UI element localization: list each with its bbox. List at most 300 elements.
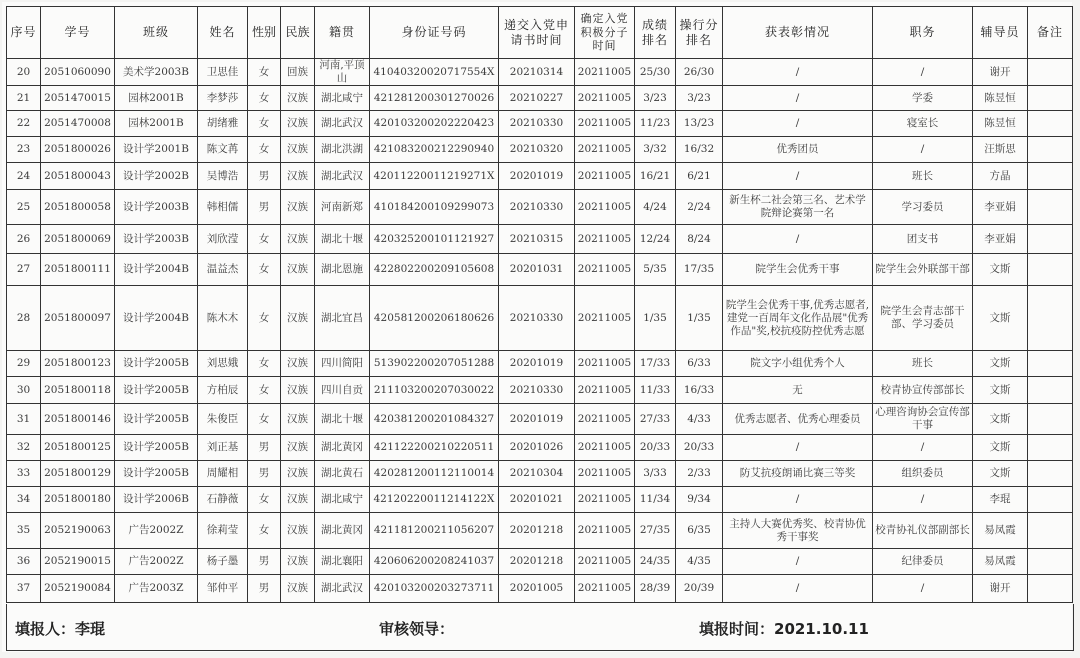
hometown-cell: 湖北武汉 — [315, 163, 370, 190]
activist-date-cell: 20211005 — [575, 190, 635, 225]
table-row — [7, 86, 1073, 111]
conduct-rank-cell: 6/35 — [676, 513, 723, 549]
seq-cell: 35 — [7, 513, 41, 549]
student-id-cell: 2051800097 — [41, 286, 115, 351]
conduct-rank-cell: 8/24 — [676, 225, 723, 254]
name-cell: 石静薇 — [198, 487, 248, 513]
gender-cell: 女 — [248, 404, 281, 435]
id-number-cell: 420581200206180626 — [370, 286, 499, 351]
id-number-cell: 211103200207030022 — [370, 377, 499, 404]
application-date-cell: 20210320 — [499, 137, 575, 163]
counselor-cell: 文斯 — [973, 286, 1028, 351]
id-number-cell: 42120220011214122X — [370, 487, 499, 513]
gender-cell: 女 — [248, 513, 281, 549]
id-number-cell: 421281200301270026 — [370, 86, 499, 111]
header-application-date: 递交入党申请书时间 — [499, 7, 575, 59]
remarks-cell — [1028, 487, 1073, 513]
hometown-cell: 湖北武汉 — [315, 575, 370, 603]
position-cell: 班长 — [873, 351, 973, 377]
awards-cell: 新生杯二社会第三名、艺术学院辩论赛第一名 — [723, 190, 873, 225]
awards-cell: / — [723, 575, 873, 603]
id-number-cell: 42011220011219271X — [370, 163, 499, 190]
grade-rank-cell: 5/35 — [635, 254, 676, 286]
seq-cell: 26 — [7, 225, 41, 254]
header-gender: 性别 — [248, 7, 281, 59]
hometown-cell: 河南,平顶山 — [315, 59, 370, 86]
header-activist-date: 确定入党积极分子时间 — [575, 7, 635, 59]
activist-date-cell: 20211005 — [575, 137, 635, 163]
position-cell: 校青协宣传部部长 — [873, 377, 973, 404]
activist-date-cell: 20211005 — [575, 163, 635, 190]
position-cell: / — [873, 435, 973, 461]
application-date-cell: 20210330 — [499, 286, 575, 351]
application-date-cell: 20201218 — [499, 513, 575, 549]
class-cell: 园林2001B — [115, 86, 198, 111]
remarks-cell — [1028, 513, 1073, 549]
name-cell: 陈文苒 — [198, 137, 248, 163]
id-number-cell: 421181200211056207 — [370, 513, 499, 549]
student-id-cell: 2051800111 — [41, 254, 115, 286]
seq-cell: 24 — [7, 163, 41, 190]
student-id-cell: 2051060090 — [41, 59, 115, 86]
reporter-label: 填报人：李琨 — [15, 620, 106, 638]
name-cell: 刘思娥 — [198, 351, 248, 377]
position-cell: 纪律委员 — [873, 549, 973, 575]
gender-cell: 女 — [248, 225, 281, 254]
hometown-cell: 河南新郑 — [315, 190, 370, 225]
id-number-cell: 41040320020717554X — [370, 59, 499, 86]
student-id-cell: 2052190015 — [41, 549, 115, 575]
id-number-cell: 420325200101121927 — [370, 225, 499, 254]
awards-cell: 院文字小组优秀个人 — [723, 351, 873, 377]
ethnicity-cell: 汉族 — [281, 225, 315, 254]
ethnicity-cell: 汉族 — [281, 549, 315, 575]
id-number-cell: 422802200209105608 — [370, 254, 499, 286]
position-cell: 学委 — [873, 86, 973, 111]
id-number-cell: 410184200109299073 — [370, 190, 499, 225]
counselor-cell: 陈昱恒 — [973, 111, 1028, 137]
table-row — [7, 286, 1073, 351]
name-cell: 朱俊臣 — [198, 404, 248, 435]
awards-cell: / — [723, 487, 873, 513]
remarks-cell — [1028, 435, 1073, 461]
awards-cell: 优秀志愿者、优秀心理委员 — [723, 404, 873, 435]
grade-rank-cell: 11/34 — [635, 487, 676, 513]
grade-rank-cell: 3/33 — [635, 461, 676, 487]
position-cell: 组织委员 — [873, 461, 973, 487]
activist-date-cell: 20211005 — [575, 435, 635, 461]
remarks-cell — [1028, 549, 1073, 575]
name-cell: 周耀相 — [198, 461, 248, 487]
position-cell: 团支书 — [873, 225, 973, 254]
name-cell: 陈木木 — [198, 286, 248, 351]
awards-cell: / — [723, 86, 873, 111]
remarks-cell — [1028, 377, 1073, 404]
name-cell: 胡绪雅 — [198, 111, 248, 137]
conduct-rank-cell: 17/35 — [676, 254, 723, 286]
header-class: 班级 — [115, 7, 198, 59]
name-cell: 徐莉莹 — [198, 513, 248, 549]
class-cell: 设计学2001B — [115, 137, 198, 163]
gender-cell: 男 — [248, 549, 281, 575]
remarks-cell — [1028, 137, 1073, 163]
gender-cell: 女 — [248, 254, 281, 286]
student-id-cell: 2051470015 — [41, 86, 115, 111]
gender-cell: 女 — [248, 111, 281, 137]
ethnicity-cell: 汉族 — [281, 513, 315, 549]
table-row — [7, 351, 1073, 377]
gender-cell: 男 — [248, 575, 281, 603]
grade-rank-cell: 1/35 — [635, 286, 676, 351]
counselor-cell: 汪斯思 — [973, 137, 1028, 163]
remarks-cell — [1028, 111, 1073, 137]
class-cell: 设计学2005B — [115, 461, 198, 487]
activist-date-cell: 20211005 — [575, 404, 635, 435]
activist-date-cell: 20211005 — [575, 461, 635, 487]
gender-cell: 女 — [248, 377, 281, 404]
application-date-cell: 20201019 — [499, 163, 575, 190]
name-cell: 方柏辰 — [198, 377, 248, 404]
gender-cell: 女 — [248, 59, 281, 86]
id-number-cell: 420281200112110014 — [370, 461, 499, 487]
gender-cell: 男 — [248, 190, 281, 225]
grade-rank-cell: 17/33 — [635, 351, 676, 377]
ethnicity-cell: 汉族 — [281, 190, 315, 225]
ethnicity-cell: 汉族 — [281, 137, 315, 163]
ethnicity-cell: 汉族 — [281, 254, 315, 286]
student-id-cell: 2051470008 — [41, 111, 115, 137]
seq-cell: 27 — [7, 254, 41, 286]
remarks-cell — [1028, 86, 1073, 111]
ethnicity-cell: 汉族 — [281, 461, 315, 487]
application-date-cell: 20210330 — [499, 111, 575, 137]
conduct-rank-cell: 20/39 — [676, 575, 723, 603]
header-student-id: 学号 — [41, 7, 115, 59]
student-id-cell: 2051800043 — [41, 163, 115, 190]
seq-cell: 20 — [7, 59, 41, 86]
name-cell: 刘正基 — [198, 435, 248, 461]
table-row — [7, 225, 1073, 254]
awards-cell: / — [723, 435, 873, 461]
id-number-cell: 420606200208241037 — [370, 549, 499, 575]
counselor-cell: 陈昱恒 — [973, 86, 1028, 111]
activist-date-cell: 20211005 — [575, 286, 635, 351]
student-id-cell: 2052190063 — [41, 513, 115, 549]
counselor-cell: 方晶 — [973, 163, 1028, 190]
seq-cell: 36 — [7, 549, 41, 575]
table-row — [7, 137, 1073, 163]
student-id-cell: 2051800026 — [41, 137, 115, 163]
position-cell: 院学生会青志部干部、学习委员 — [873, 286, 973, 351]
ethnicity-cell: 汉族 — [281, 487, 315, 513]
seq-cell: 32 — [7, 435, 41, 461]
remarks-cell — [1028, 404, 1073, 435]
activist-date-cell: 20211005 — [575, 86, 635, 111]
id-number-cell: 420103200203273711 — [370, 575, 499, 603]
remarks-cell — [1028, 575, 1073, 603]
awards-cell: / — [723, 163, 873, 190]
student-id-cell: 2052190084 — [41, 575, 115, 603]
counselor-cell: 文斯 — [973, 351, 1028, 377]
table-row — [7, 190, 1073, 225]
hometown-cell: 四川简阳 — [315, 351, 370, 377]
hometown-cell: 四川自贡 — [315, 377, 370, 404]
grade-rank-cell: 25/30 — [635, 59, 676, 86]
activist-date-cell: 20211005 — [575, 377, 635, 404]
hometown-cell: 湖北恩施 — [315, 254, 370, 286]
application-date-cell: 20201019 — [499, 404, 575, 435]
awards-cell: 院学生会优秀干事,优秀志愿者,建党一百周年文化作品展"优秀作品"奖,校抗疫防控优秀志愿 — [723, 286, 873, 351]
grade-rank-cell: 4/24 — [635, 190, 676, 225]
class-cell: 设计学2003B — [115, 190, 198, 225]
conduct-rank-cell: 6/21 — [676, 163, 723, 190]
awards-cell: 优秀团员 — [723, 137, 873, 163]
ethnicity-cell: 汉族 — [281, 377, 315, 404]
conduct-rank-cell: 26/30 — [676, 59, 723, 86]
class-cell: 设计学2005B — [115, 404, 198, 435]
reviewer-label: 审核领导： — [379, 620, 455, 638]
awards-cell: 防艾抗疫朗诵比赛三等奖 — [723, 461, 873, 487]
hometown-cell: 湖北洪湖 — [315, 137, 370, 163]
ethnicity-cell: 汉族 — [281, 575, 315, 603]
remarks-cell — [1028, 461, 1073, 487]
application-date-cell: 20201019 — [499, 351, 575, 377]
remarks-cell — [1028, 59, 1073, 86]
header-seq: 序号 — [7, 7, 41, 59]
counselor-cell: 文斯 — [973, 404, 1028, 435]
header-hometown: 籍贯 — [315, 7, 370, 59]
counselor-cell: 谢开 — [973, 59, 1028, 86]
activist-date-cell: 20211005 — [575, 487, 635, 513]
student-id-cell: 2051800118 — [41, 377, 115, 404]
position-cell: 校青协礼仪部副部长 — [873, 513, 973, 549]
conduct-rank-cell: 20/33 — [676, 435, 723, 461]
grade-rank-cell: 27/35 — [635, 513, 676, 549]
position-cell: 心理咨询协会宣传部干事 — [873, 404, 973, 435]
class-cell: 设计学2002B — [115, 163, 198, 190]
conduct-rank-cell: 16/33 — [676, 377, 723, 404]
application-date-cell: 20201031 — [499, 254, 575, 286]
seq-cell: 29 — [7, 351, 41, 377]
gender-cell: 女 — [248, 86, 281, 111]
table-row — [7, 487, 1073, 513]
position-cell: / — [873, 575, 973, 603]
class-cell: 设计学2004B — [115, 286, 198, 351]
class-cell: 园林2001B — [115, 111, 198, 137]
conduct-rank-cell: 4/33 — [676, 404, 723, 435]
hometown-cell: 湖北襄阳 — [315, 549, 370, 575]
ethnicity-cell: 回族 — [281, 59, 315, 86]
class-cell: 设计学2005B — [115, 435, 198, 461]
position-cell: 寝室长 — [873, 111, 973, 137]
grade-rank-cell: 20/33 — [635, 435, 676, 461]
conduct-rank-cell: 2/24 — [676, 190, 723, 225]
remarks-cell — [1028, 254, 1073, 286]
activist-date-cell: 20211005 — [575, 225, 635, 254]
table-row — [7, 435, 1073, 461]
student-id-cell: 2051800146 — [41, 404, 115, 435]
hometown-cell: 湖北黄冈 — [315, 513, 370, 549]
table-row — [7, 163, 1073, 190]
seq-cell: 28 — [7, 286, 41, 351]
activist-date-cell: 20211005 — [575, 513, 635, 549]
header-remarks: 备注 — [1028, 7, 1073, 59]
header-position: 职务 — [873, 7, 973, 59]
counselor-cell: 易凤霞 — [973, 513, 1028, 549]
id-number-cell: 421083200212290940 — [370, 137, 499, 163]
counselor-cell: 文斯 — [973, 435, 1028, 461]
id-number-cell: 420381200201084327 — [370, 404, 499, 435]
hometown-cell: 湖北武汉 — [315, 111, 370, 137]
ethnicity-cell: 汉族 — [281, 435, 315, 461]
class-cell: 广告2002Z — [115, 513, 198, 549]
position-cell: 院学生会外联部干部 — [873, 254, 973, 286]
awards-cell: 主持人大赛优秀奖、校青协优秀干事奖 — [723, 513, 873, 549]
ethnicity-cell: 汉族 — [281, 163, 315, 190]
hometown-cell: 湖北黄石 — [315, 461, 370, 487]
counselor-cell: 易凤霞 — [973, 549, 1028, 575]
activist-date-cell: 20211005 — [575, 59, 635, 86]
hometown-cell: 湖北咸宁 — [315, 86, 370, 111]
grade-rank-cell: 28/39 — [635, 575, 676, 603]
position-cell: 班长 — [873, 163, 973, 190]
remarks-cell — [1028, 225, 1073, 254]
class-cell: 设计学2005B — [115, 377, 198, 404]
conduct-rank-cell: 16/32 — [676, 137, 723, 163]
counselor-cell: 文斯 — [973, 254, 1028, 286]
activist-date-cell: 20211005 — [575, 575, 635, 603]
application-date-cell: 20210304 — [499, 461, 575, 487]
name-cell: 杨子墨 — [198, 549, 248, 575]
position-cell: / — [873, 59, 973, 86]
grade-rank-cell: 11/23 — [635, 111, 676, 137]
class-cell: 广告2002Z — [115, 549, 198, 575]
application-date-cell: 20201218 — [499, 549, 575, 575]
hometown-cell: 湖北十堰 — [315, 225, 370, 254]
name-cell: 李梦莎 — [198, 86, 248, 111]
awards-cell: / — [723, 549, 873, 575]
header-row — [7, 7, 1073, 59]
awards-cell: / — [723, 111, 873, 137]
id-number-cell: 513902200207051288 — [370, 351, 499, 377]
grade-rank-cell: 24/35 — [635, 549, 676, 575]
conduct-rank-cell: 6/33 — [676, 351, 723, 377]
grade-rank-cell: 12/24 — [635, 225, 676, 254]
table-row — [7, 377, 1073, 404]
conduct-rank-cell: 9/34 — [676, 487, 723, 513]
remarks-cell — [1028, 190, 1073, 225]
hometown-cell: 湖北黄冈 — [315, 435, 370, 461]
ethnicity-cell: 汉族 — [281, 351, 315, 377]
activist-date-cell: 20211005 — [575, 549, 635, 575]
conduct-rank-cell: 1/35 — [676, 286, 723, 351]
grade-rank-cell: 27/33 — [635, 404, 676, 435]
gender-cell: 男 — [248, 163, 281, 190]
counselor-cell: 李亚娟 — [973, 190, 1028, 225]
seq-cell: 37 — [7, 575, 41, 603]
application-date-cell: 20210330 — [499, 190, 575, 225]
hometown-cell: 湖北十堰 — [315, 404, 370, 435]
application-date-cell: 20210314 — [499, 59, 575, 86]
hometown-cell: 湖北咸宁 — [315, 487, 370, 513]
name-cell: 卫思佳 — [198, 59, 248, 86]
application-date-cell: 20201005 — [499, 575, 575, 603]
awards-cell: 无 — [723, 377, 873, 404]
class-cell: 设计学2004B — [115, 254, 198, 286]
conduct-rank-cell: 3/23 — [676, 86, 723, 111]
report-date-label: 填报时间：2021.10.11 — [699, 620, 869, 638]
header-awards: 获表彰情况 — [723, 7, 873, 59]
counselor-cell: 谢开 — [973, 575, 1028, 603]
table-row — [7, 513, 1073, 549]
student-id-cell: 2051800123 — [41, 351, 115, 377]
hometown-cell: 湖北宜昌 — [315, 286, 370, 351]
conduct-rank-cell: 2/33 — [676, 461, 723, 487]
counselor-cell: 文斯 — [973, 461, 1028, 487]
student-id-cell: 2051800125 — [41, 435, 115, 461]
id-number-cell: 421122200210220511 — [370, 435, 499, 461]
table-row — [7, 549, 1073, 575]
name-cell: 吴博浩 — [198, 163, 248, 190]
awards-cell: / — [723, 59, 873, 86]
gender-cell: 男 — [248, 435, 281, 461]
ethnicity-cell: 汉族 — [281, 86, 315, 111]
position-cell: 学习委员 — [873, 190, 973, 225]
header-name: 姓名 — [198, 7, 248, 59]
student-id-cell: 2051800069 — [41, 225, 115, 254]
ethnicity-cell: 汉族 — [281, 404, 315, 435]
activist-roster-table — [6, 6, 1073, 603]
id-number-cell: 420103200202220423 — [370, 111, 499, 137]
class-cell: 广告2003Z — [115, 575, 198, 603]
table-row — [7, 575, 1073, 603]
counselor-cell: 李琨 — [973, 487, 1028, 513]
grade-rank-cell: 3/23 — [635, 86, 676, 111]
position-cell: / — [873, 487, 973, 513]
name-cell: 韩相儒 — [198, 190, 248, 225]
gender-cell: 女 — [248, 137, 281, 163]
name-cell: 邹仲平 — [198, 575, 248, 603]
gender-cell: 女 — [248, 286, 281, 351]
student-id-cell: 2051800180 — [41, 487, 115, 513]
remarks-cell — [1028, 286, 1073, 351]
counselor-cell: 李亚娟 — [973, 225, 1028, 254]
awards-cell: / — [723, 225, 873, 254]
header-id-number: 身份证号码 — [370, 7, 499, 59]
gender-cell: 女 — [248, 487, 281, 513]
remarks-cell — [1028, 351, 1073, 377]
seq-cell: 33 — [7, 461, 41, 487]
activist-date-cell: 20211005 — [575, 111, 635, 137]
class-cell: 设计学2005B — [115, 351, 198, 377]
ethnicity-cell: 汉族 — [281, 111, 315, 137]
awards-cell: 院学生会优秀干事 — [723, 254, 873, 286]
student-id-cell: 2051800129 — [41, 461, 115, 487]
activist-date-cell: 20211005 — [575, 351, 635, 377]
application-date-cell: 20210227 — [499, 86, 575, 111]
table-row — [7, 461, 1073, 487]
seq-cell: 30 — [7, 377, 41, 404]
gender-cell: 男 — [248, 461, 281, 487]
gender-cell: 女 — [248, 351, 281, 377]
header-counselor: 辅导员 — [973, 7, 1028, 59]
name-cell: 温益杰 — [198, 254, 248, 286]
table-row — [7, 59, 1073, 86]
header-ethnicity: 民族 — [281, 7, 315, 59]
remarks-cell — [1028, 163, 1073, 190]
application-date-cell: 20201021 — [499, 487, 575, 513]
header-conduct-rank: 操行分排名 — [676, 7, 723, 59]
